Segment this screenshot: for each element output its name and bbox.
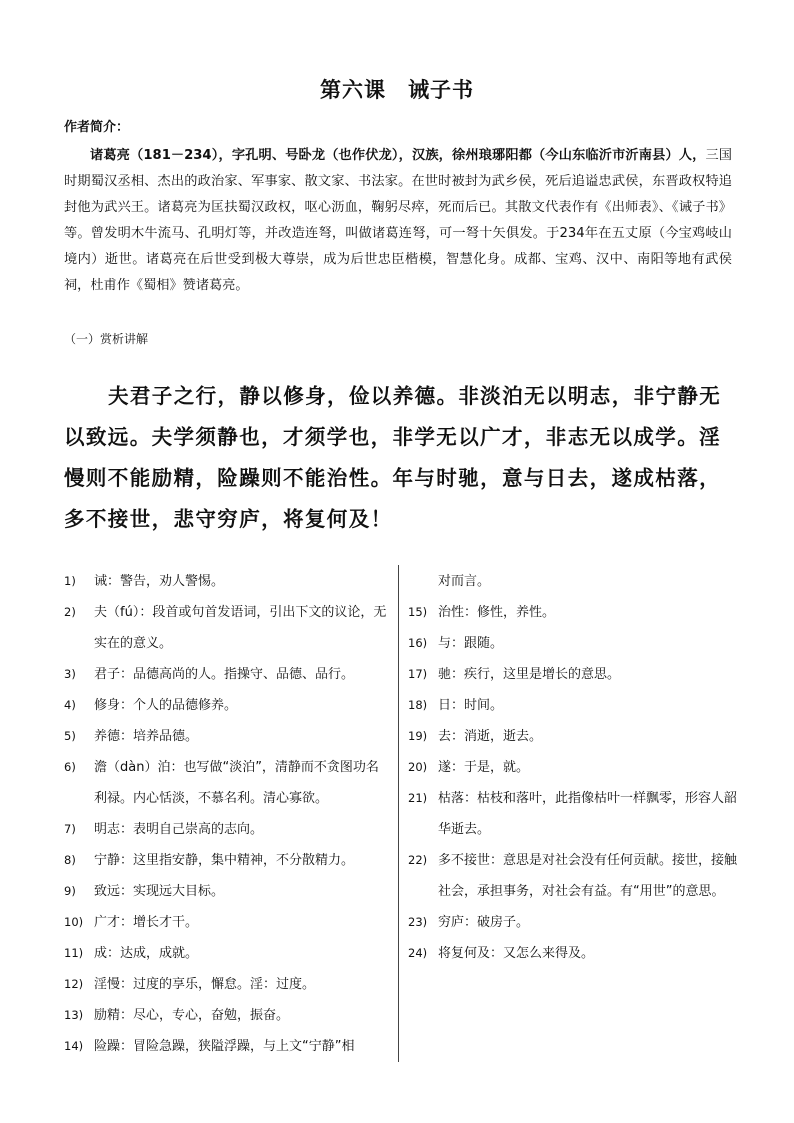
classical-text — [64, 376, 734, 540]
note-item: 1) 诫：警告，劝人警惕。 — [64, 574, 225, 589]
notes-left-column — [64, 566, 388, 1062]
note-item: 11) 成：达成，成就。 — [64, 946, 199, 961]
note-item: 24) 将复何及：又怎么来得及。 — [408, 946, 595, 961]
note-item: 19) 去：消逝，逝去。 — [408, 729, 543, 744]
note-item: 12) 淫慢：过度的享乐，懈怠。淫：过度。 — [64, 977, 316, 992]
note-item: 10) 广才：增长才干。 — [64, 915, 199, 930]
column-divider — [398, 565, 399, 1062]
note-item: 8) 宁静：这里指安静，集中精神，不分散精力。 — [64, 853, 355, 868]
note-item: 9) 致远：实现远大目标。 — [64, 884, 225, 899]
note-continuation: 对而言。 — [438, 574, 491, 589]
note-item: 4) 修身：个人的品德修养。 — [64, 698, 238, 713]
note-item: 6) 澹（dàn）泊：也写做“淡泊”，清静而不贪图功名利禄。内心恬淡，不慕名利。清心寡欲。 — [64, 760, 379, 806]
note-item: 3) 君子：品德高尚的人。指操守、品德、品行。 — [64, 667, 355, 682]
author-bio-body: 三国时期蜀汉丞相、杰出的政治家、军事家、散文家、书法家。在世时被封为武乡侯，死后追谥忠武侯，东晋政权特追封他为武兴王。诸葛亮为匡扶蜀汉政权，呕心沥血，鞠躬尽瘁，死而后已。其散文代表作有《出师表》、《诫子书》等。曾发明木牛流马、孔明灯等，并改造连弩，叫做诸葛连弩，可一弩十矢俱发。于234年在五丈原（今宝鸡岐山境内）逝世。诸葛亮在后世受到极大尊崇，成为后世忠臣楷模，智慧化身。成都、宝鸡、汉中、南阳等地有武侯祠，杜甫作《蜀相》赞诸葛亮。 — [64, 148, 732, 293]
note-item: 21) 枯落：枯枝和落叶，此指像枯叶一样飘零，形容人韶华逝去。 — [408, 791, 738, 837]
classical-text-body: 夫君子之行，静以修身，俭以养德。非淡泊无以明志，非宁静无以致远。夫学须静也，才须学也，非学无以广才，非志无以成学。淫慢则不能励精，险躁则不能治性。年与时驰，意与日去，遂成枯落，多不接世，悲守穷庐，将复何及！ — [64, 384, 722, 531]
note-item: 15) 治性：修性，养性。 — [408, 605, 556, 620]
note-item: 7) 明志：表明自己崇高的志向。 — [64, 822, 264, 837]
author-bio — [64, 143, 732, 299]
page-title: 第六课 诫子书 — [320, 78, 474, 102]
note-item: 5) 养德：培养品德。 — [64, 729, 199, 744]
note-item: 18) 日：时间。 — [408, 698, 504, 713]
notes-right-column — [408, 566, 738, 969]
author-bio-lead: 诸葛亮（181－234），字孔明、号卧龙（也作伏龙），汉族，徐州琅琊阳都（今山东临沂市沂南县）人， — [90, 148, 706, 163]
note-item: 20) 遂：于是，就。 — [408, 760, 530, 775]
note-item: 23) 穷庐：破房子。 — [408, 915, 530, 930]
note-item: 14) 险躁：冒险急躁，狭隘浮躁，与上文“宁静”相 — [64, 1039, 355, 1054]
note-item: 22) 多不接世：意思是对社会没有任何贡献。接世，接触社会，承担事务，对社会有益。有“用世”的意思。 — [408, 853, 738, 899]
author-intro-label: 作者简介： — [64, 120, 130, 135]
note-item: 16) 与：跟随。 — [408, 636, 504, 651]
note-item: 2) 夫（fú）：段首或句首发语词，引出下文的议论，无实在的意义。 — [64, 605, 387, 651]
note-item: 13) 励精：尽心，专心，奋勉，振奋。 — [64, 1008, 290, 1023]
note-item: 17) 驰：疾行，这里是增长的意思。 — [408, 667, 621, 682]
section-label: （一）赏析讲解 — [64, 332, 149, 346]
